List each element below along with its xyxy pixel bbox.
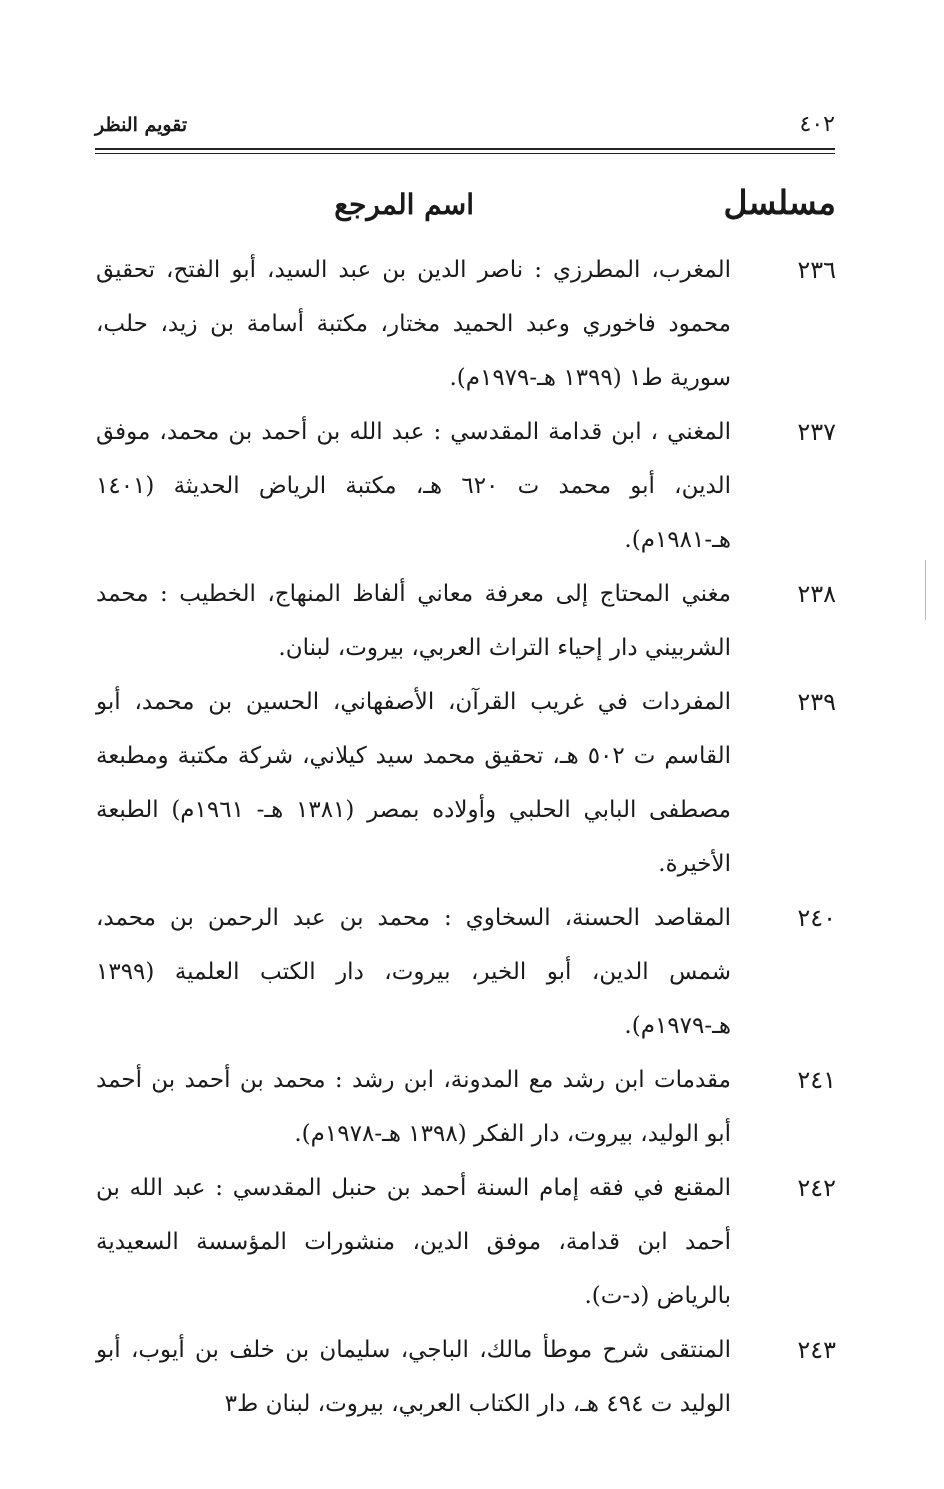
entry-number: ٢٣٦ — [797, 256, 836, 284]
entry-text: مغني المحتاج إلى معرفة معاني ألفاظ المنهاج، الخطيب : محمد الشربيني دار إحياء التراث العربي، بيروت، لبنان. — [96, 581, 731, 661]
reference-entry — [96, 675, 836, 891]
entry-number: ٢٤٢ — [797, 1174, 836, 1202]
entry-text: المغرب، المطرزي : ناصر الدين بن عبد السيد، أبو الفتح، تحقيق محمود فاخوري وعبد الحميد مختار، مكتبة أسامة بن زيد، حلب، سورية ط١ (١٣٩٩ هـ-١٩٧٩م). — [96, 257, 731, 391]
entry-number: ٢٣٧ — [797, 418, 836, 446]
reference-list — [96, 243, 836, 1431]
entry-number: ٢٤٠ — [797, 904, 836, 932]
entry-text: مقدمات ابن رشد مع المدونة، ابن رشد : محمد بن أحمد بن أحمد أبو الوليد، بيروت، دار الفكر (١٣٩٨ هـ-١٩٧٨م). — [96, 1067, 731, 1147]
entry-text: المقنع في فقه إمام السنة أحمد بن حنبل المقدسي : عبد الله بن أحمد ابن قدامة، موفق الدين، منشورات المؤسسة السعيدية بالرياض (د-ت). — [96, 1175, 731, 1309]
margin-mark — [925, 560, 926, 620]
entry-number: ٢٤٣ — [797, 1336, 836, 1364]
reference-entry — [96, 1161, 836, 1323]
entry-text: المقاصد الحسنة، السخاوي : محمد بن عبد الرحمن بن محمد، شمس الدين، أبو الخير، بيروت، دار الكتب العلمية (١٣٩٩ هـ-١٩٧٩م). — [96, 905, 731, 1039]
reference-entry — [96, 567, 836, 675]
entry-number: ٢٣٨ — [797, 580, 836, 608]
reference-entry — [96, 1323, 836, 1431]
entry-text: المغني ، ابن قدامة المقدسي : عبد الله بن أحمد بن محمد، موفق الدين، أبو محمد ت ٦٢٠ هـ، مكتبة الرياض الحديثة (١٤٠١ هـ-١٩٨١م). — [96, 419, 731, 553]
reference-entry — [96, 243, 836, 405]
entry-number: ٢٤١ — [797, 1066, 836, 1094]
entry-number: ٢٣٩ — [797, 688, 836, 716]
reference-entry — [96, 1053, 836, 1161]
serial-column-heading: مسلسل — [723, 183, 836, 222]
header-rule-thin — [95, 153, 835, 154]
running-title: تقويم النظر — [95, 114, 188, 136]
running-head — [95, 112, 835, 142]
entry-text: المفردات في غريب القرآن، الأصفهاني، الحسين بن محمد، أبو القاسم ت ٥٠٢ هـ، تحقيق محمد سيد كيلاني، شركة مكتبة ومطبعة مصطفى البابي الحلبي وأولاده بمصر (١٣٨١ هـ- ١٩٦١م) الطبعة الأخيرة. — [96, 689, 731, 877]
page-number: ٤٠٢ — [799, 112, 835, 137]
reference-column-heading: اسم المرجع — [334, 188, 474, 221]
header-rule — [95, 148, 835, 150]
reference-entry — [96, 891, 836, 1053]
reference-entry — [96, 405, 836, 567]
entry-text: المنتقى شرح موطأ مالك، الباجي، سليمان بن خلف بن أيوب، أبو الوليد ت ٤٩٤ هـ، دار الكتاب العربي، بيروت، لبنان ط٣ — [96, 1337, 731, 1417]
